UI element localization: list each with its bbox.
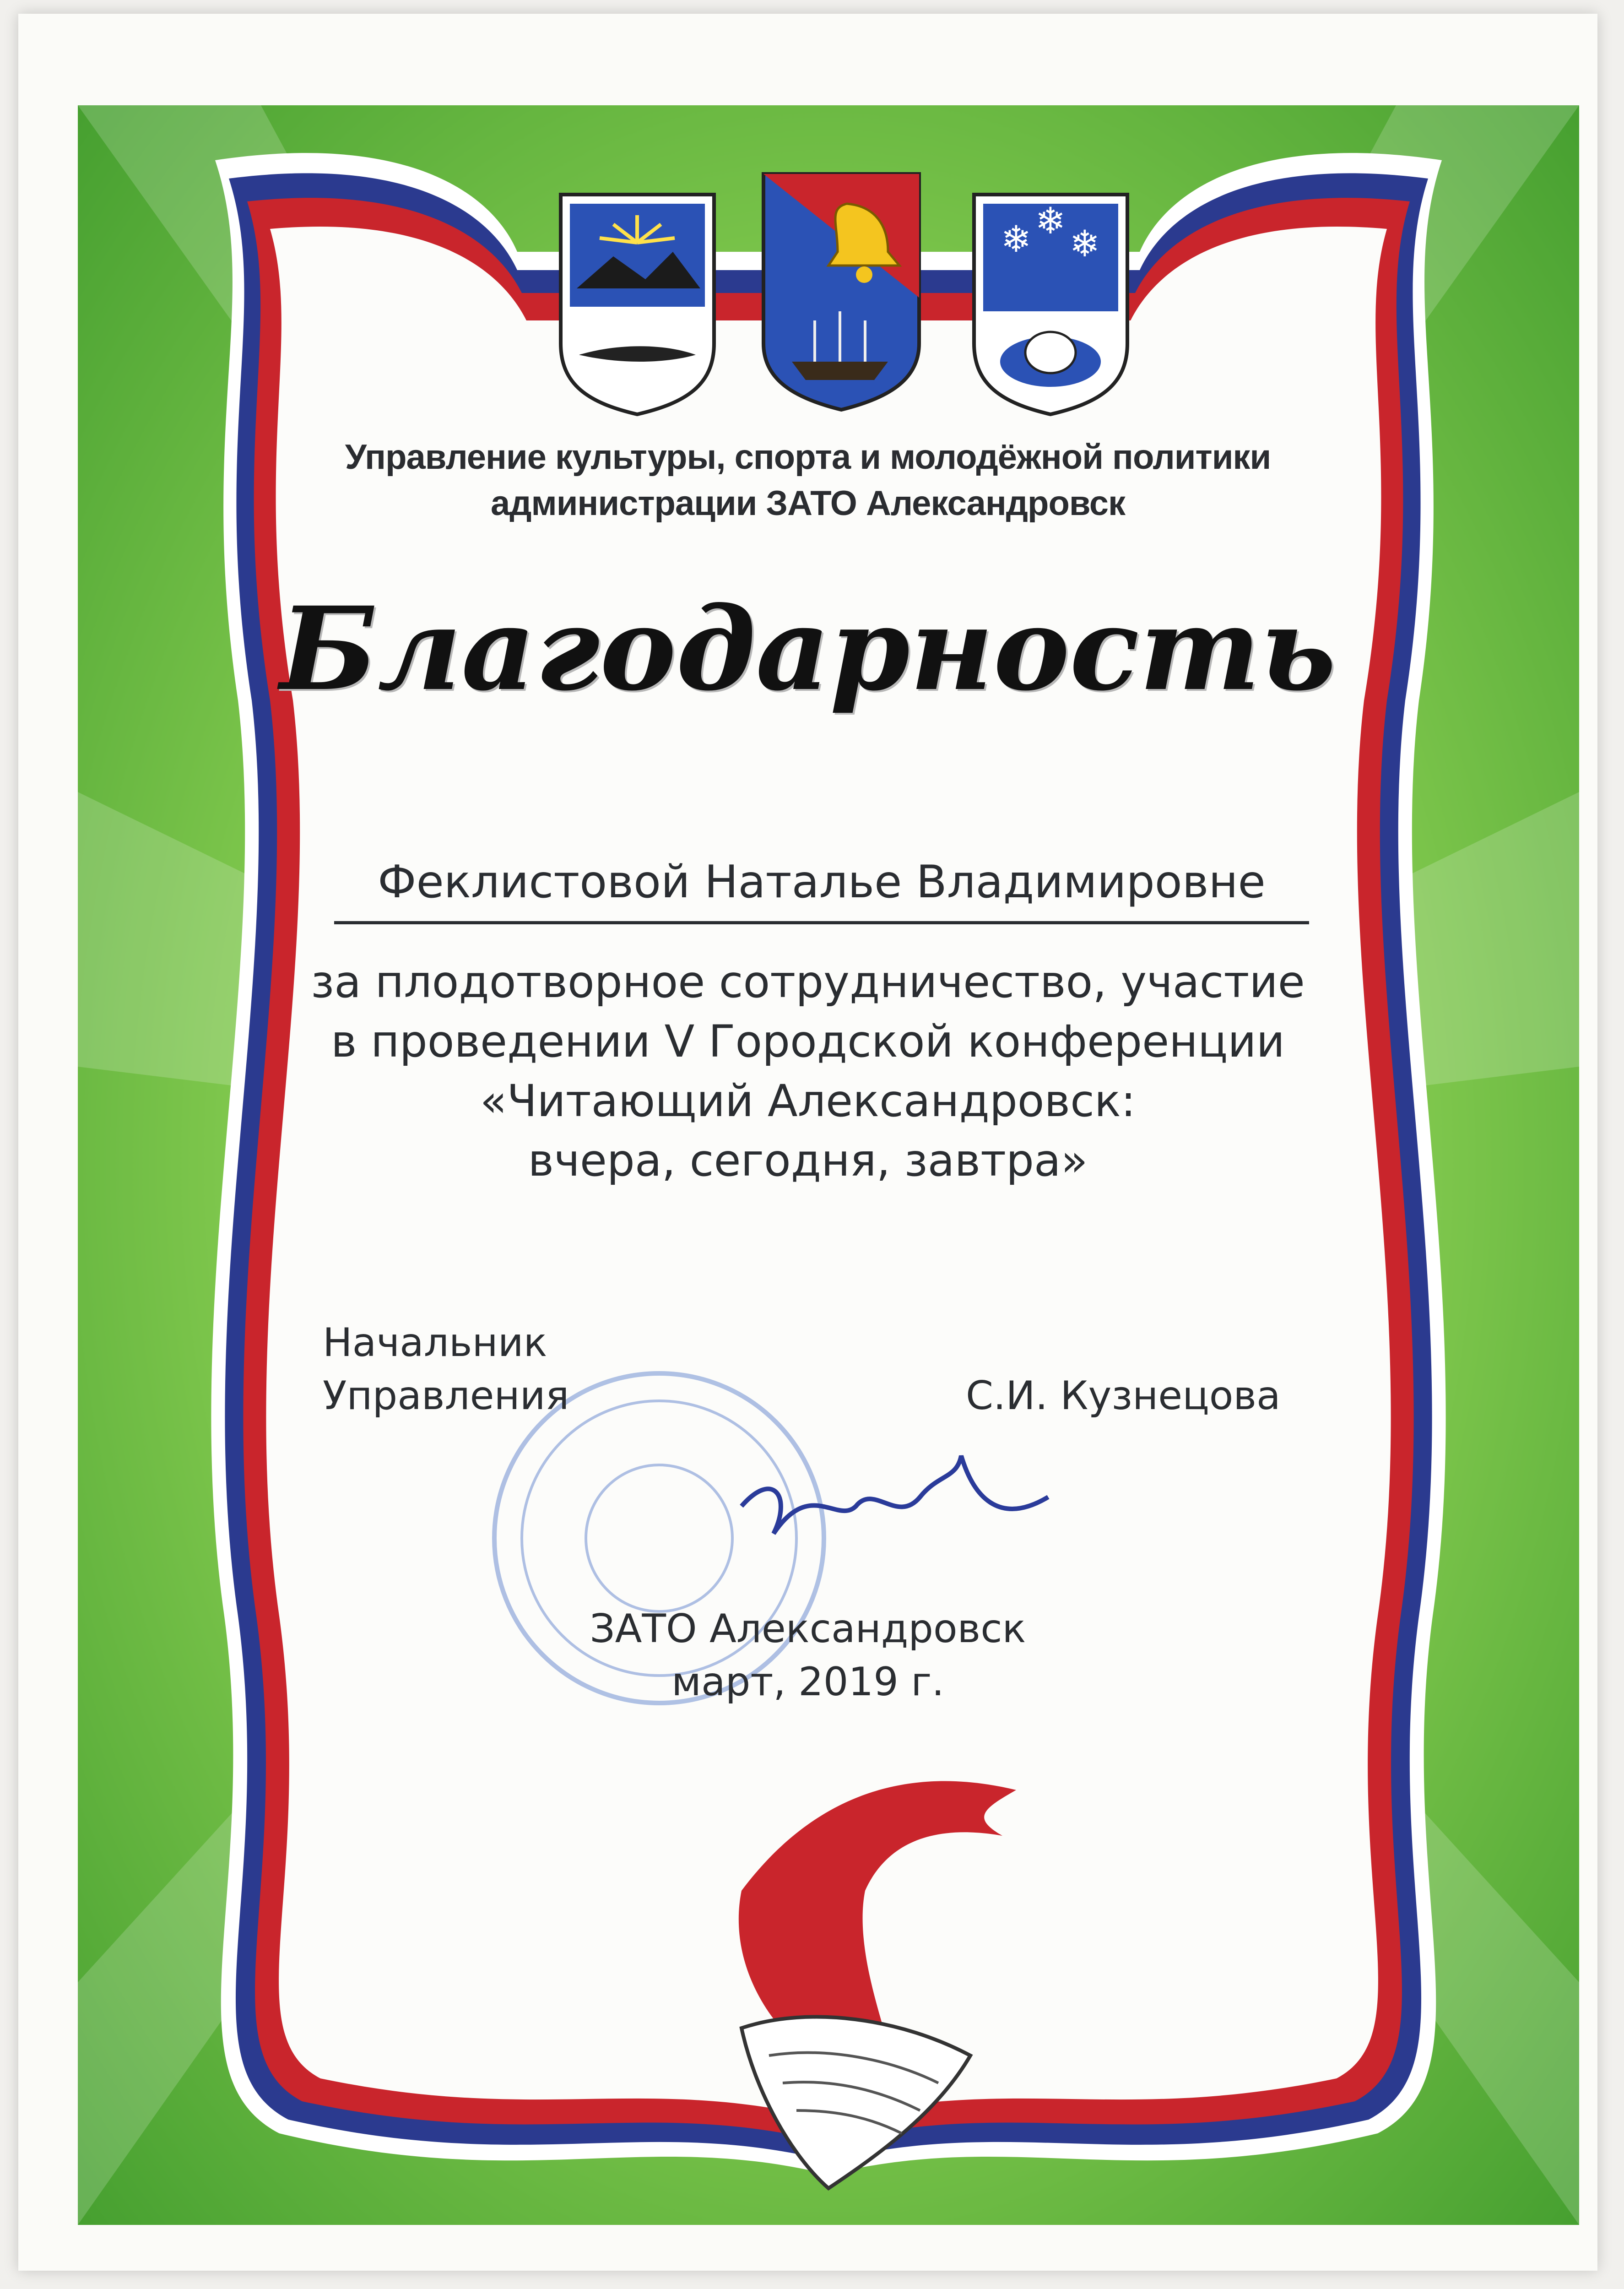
recipient-name: Феклистовой Наталье Владимировне bbox=[378, 856, 1266, 908]
reason-line-4: вчера, сегодня, завтра» bbox=[528, 1135, 1088, 1186]
footer-place: ЗАТО Александровск bbox=[590, 1606, 1026, 1652]
document-title: Благодарность bbox=[280, 581, 1336, 716]
recipient-underline bbox=[334, 921, 1309, 924]
footer-block bbox=[18, 1602, 1597, 1709]
reason-block bbox=[18, 952, 1597, 1190]
issuer-line-2: администрации ЗАТО Александровск bbox=[490, 484, 1126, 523]
issuer-line-1: Управление культуры, спорта и молодёжной политики bbox=[345, 438, 1271, 477]
footer-date: март, 2019 г. bbox=[671, 1659, 944, 1705]
reason-line-2: в проведении V Городской конференции bbox=[330, 1016, 1285, 1067]
signatory-position-line-2: Управления bbox=[323, 1373, 569, 1419]
signatory-position-line-1: Начальник bbox=[323, 1320, 547, 1366]
issuer-block bbox=[18, 437, 1597, 523]
coat-of-arms-right-icon bbox=[974, 195, 1127, 414]
reason-line-3: «Читающий Александровск: bbox=[480, 1075, 1136, 1127]
certificate-paper bbox=[18, 14, 1597, 2271]
coat-of-arms-center-icon bbox=[763, 174, 919, 410]
svg-text:❄: ❄ bbox=[1001, 218, 1032, 260]
coat-of-arms-left-icon bbox=[561, 195, 714, 414]
signatory-name-wrap bbox=[966, 1369, 1281, 1422]
svg-text:❄: ❄ bbox=[1035, 200, 1066, 242]
reason-line-1: за плодотворное сотрудничество, участие bbox=[311, 956, 1305, 1008]
signatory-position bbox=[323, 1316, 569, 1422]
signatory-name: С.И. Кузнецова bbox=[966, 1373, 1281, 1419]
svg-text:❄: ❄ bbox=[1069, 222, 1100, 265]
